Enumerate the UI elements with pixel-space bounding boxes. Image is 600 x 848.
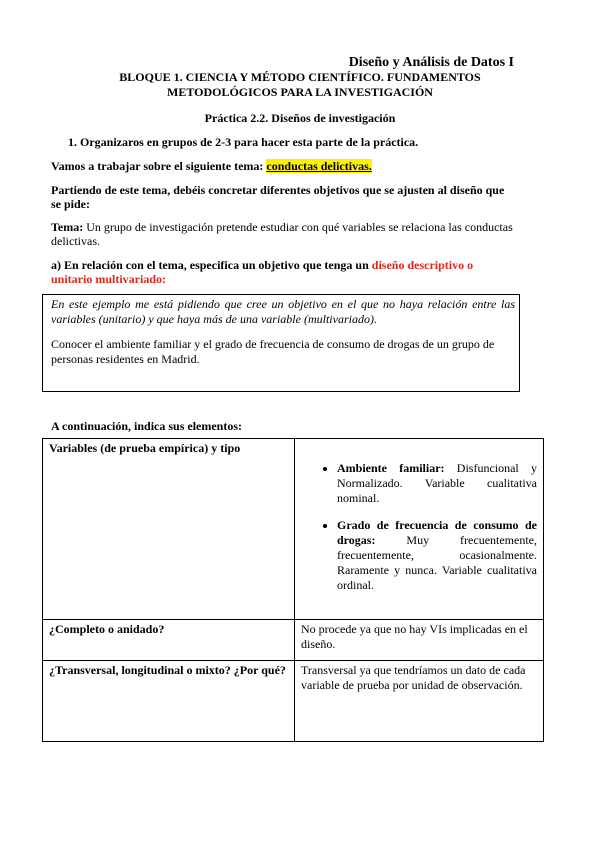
var2-name: Grado de frecuencia de consumo de drogas: (337, 518, 537, 547)
answer-objective: Conocer el ambiente familiar y el grado de frecuencia de consumo de drogas de un grupo de personas residentes en Madrid. (51, 337, 495, 366)
question-a-prefix: a) En relación con el tema, especifica un objetivo que tenga un (51, 258, 372, 272)
tema-line2: delictivas. (51, 234, 100, 248)
list-item (337, 461, 537, 506)
instructions-line1: Partiendo de este tema, debéis concretar diferentes objetivos que se ajusten al diseño que (51, 183, 505, 197)
var1-desc: Disfuncional y Normalizado. Variable cualitativa nominal. (337, 461, 537, 505)
question-a-line1 (51, 258, 523, 272)
answer-italic-note: En este ejemplo me está pidiendo que cree un objetivo en el que no haya relación entre las variables (unitario) y que haya más de una variable (multivariado). (51, 297, 515, 326)
row-completo-value: No procede ya que no hay VIs implicadas en el diseño. (295, 620, 544, 661)
question-a-red-1: diseño descriptivo o (371, 258, 474, 272)
row-variables-label: Variables (de prueba empírica) y tipo (43, 439, 295, 620)
variables-list (301, 461, 537, 593)
answer-box (42, 294, 520, 392)
topic-prefix: Vamos a trabajar sobre el siguiente tema: (51, 159, 267, 173)
instructions-line2: se pide: (51, 197, 90, 211)
table-row (43, 661, 544, 742)
var1-name: Ambiente familiar: (337, 461, 445, 475)
question-a-red-2: unitario multivariado: (51, 272, 167, 286)
table-row (43, 439, 544, 620)
tema-line1 (51, 220, 523, 234)
practice-title: Práctica 2.2. Diseños de investigación (204, 111, 396, 125)
row-variables-value (295, 439, 544, 620)
bloque-heading-line2: METODOLÓGICOS PARA LA INVESTIGACIÓN (167, 85, 433, 99)
item-1: 1. Organizaros en grupos de 2-3 para hacer esta parte de la práctica. (68, 135, 419, 149)
tema-label: Tema: (51, 220, 84, 234)
row-completo-label: ¿Completo o anidado? (43, 620, 295, 661)
elements-table (42, 438, 544, 742)
course-title: Diseño y Análisis de Datos I (348, 55, 514, 70)
topic-line (51, 159, 523, 173)
row-transversal-label: ¿Transversal, longitudinal o mixto? ¿Por qué? (43, 661, 295, 742)
table-row (43, 620, 544, 661)
tema-text-1: Un grupo de investigación pretende estudiar con qué variables se relaciona las conductas (83, 220, 513, 234)
var2-desc: Muy frecuentemente, frecuentemente, ocasionalmente. Raramente y nunca. Variable cualitativa ordinal. (337, 533, 537, 592)
bloque-heading-line1: BLOQUE 1. CIENCIA Y MÉTODO CIENTÍFICO. FUNDAMENTOS (119, 70, 481, 84)
list-item (337, 518, 537, 593)
continuation-heading: A continuación, indica sus elementos: (51, 419, 243, 433)
row-transversal-value: Transversal ya que tendríamos un dato de cada variable de prueba por unidad de observación. (295, 661, 544, 742)
topic-highlight: conductas delictivas. (266, 159, 372, 173)
